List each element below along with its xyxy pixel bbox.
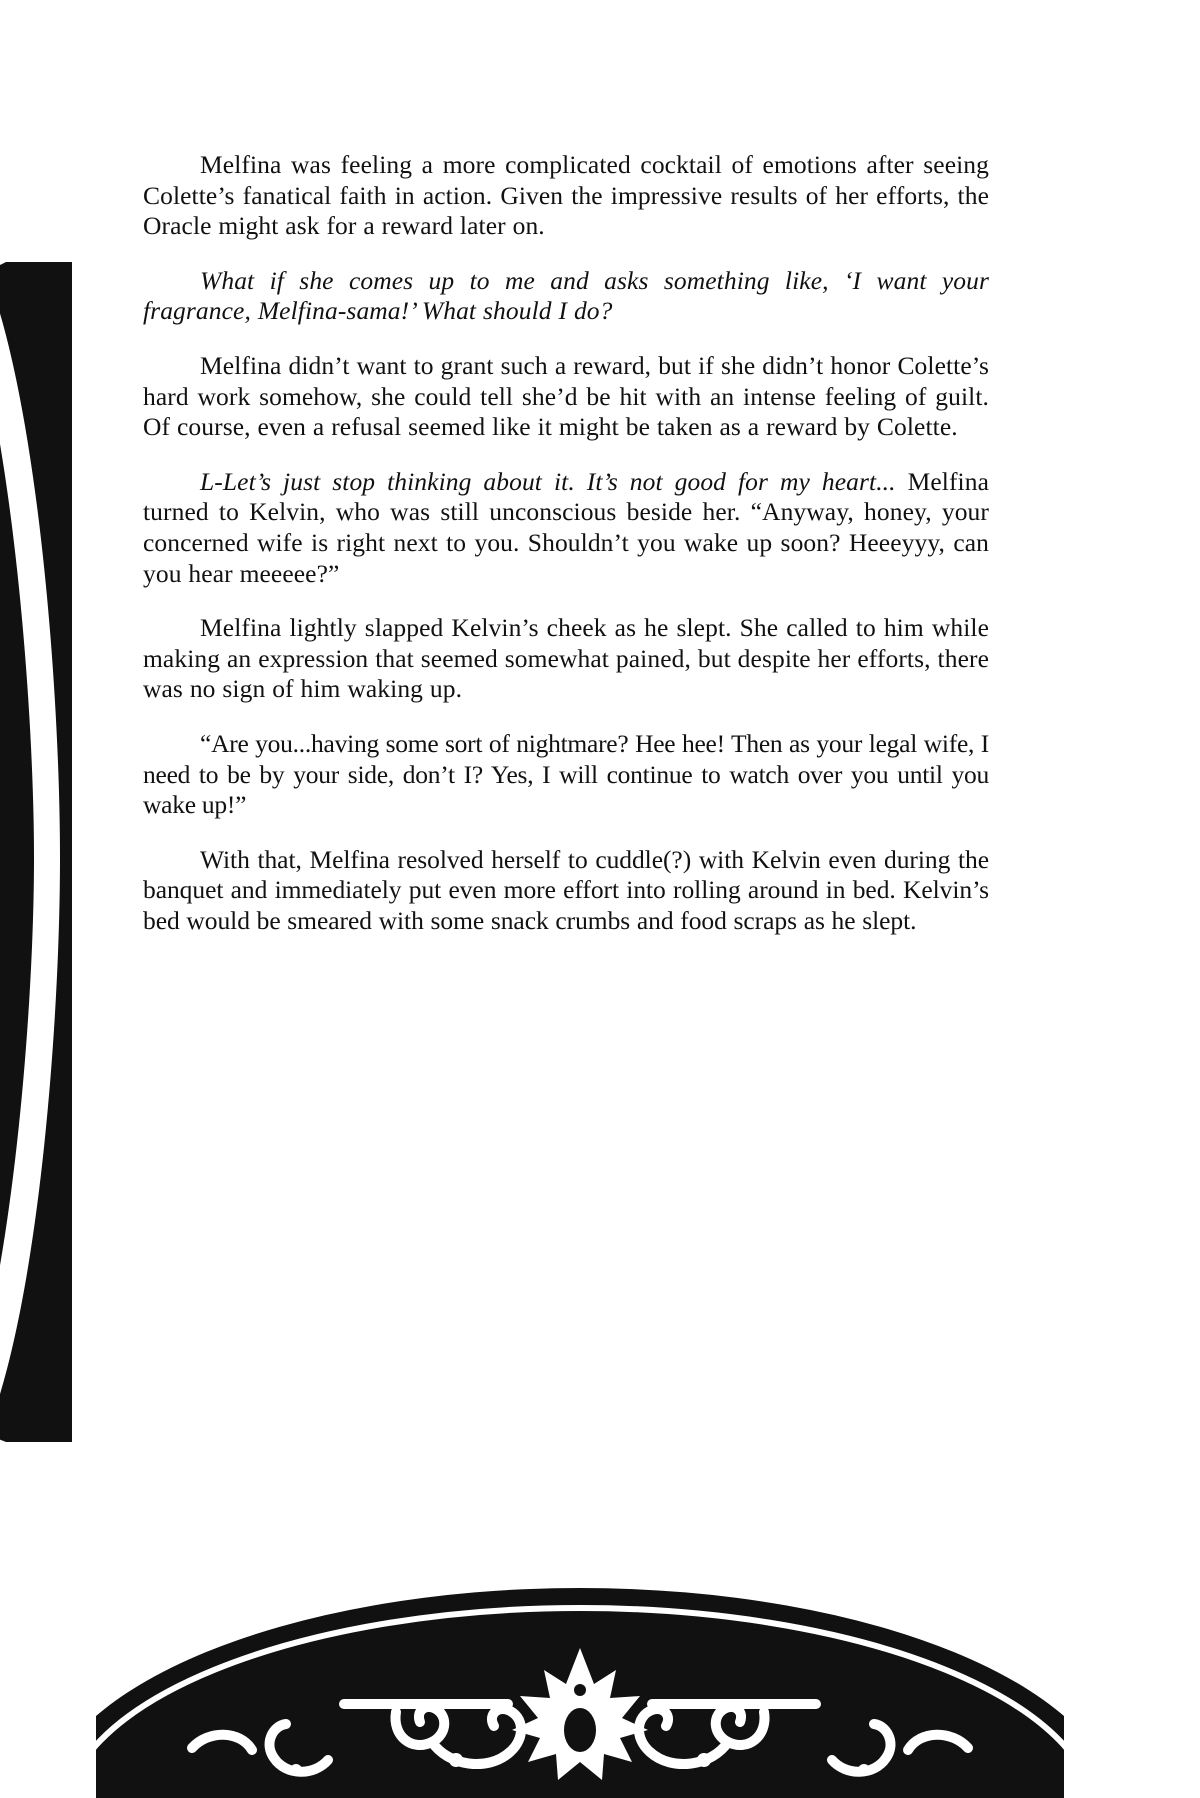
paragraph-2-inner-monologue: What if she comes up to me and asks something like, ‘I want your fragrance, Melfina-sama!’ What should I do?: [143, 265, 989, 326]
paragraph-3: Melfina didn’t want to grant such a reward, but if she didn’t honor Colette’s hard work somehow, she could tell she’d be hit with an intense feeling of guilt. Of course, even a refusal seemed like it might be taken as a reward by Colette.: [143, 350, 989, 442]
paragraph-6-dialogue: “Are you...having some sort of nightmare? Hee hee! Then as your legal wife, I need to be by your side, don’t I? Yes, I will continue to watch over you until you wake up!”: [143, 728, 989, 820]
paragraph-4-rest: Melfina turned to Kelvin, who was still unconscious beside her. “Anyway, honey, your concerned wife is right next to you. Shouldn’t you wake up soon? Heeeyyy, can you hear meeeee?”: [143, 466, 990, 588]
paragraph-1: Melfina was feeling a more complicated cocktail of emotions after seeing Colette’s fanatical faith in action. Given the impressive results of her efforts, the Oracle might ask for a reward later on.: [143, 150, 989, 241]
paragraph-7: With that, Melfina resolved herself to cuddle(?) with Kelvin even during the banquet and immediately put even more effort into rolling around in bed. Kelvin’s bed would be smeared with some snack crumbs and food scraps as he slept.: [143, 844, 989, 935]
ornamental-arc-top-icon: [96, 0, 1064, 98]
page-body-text: [143, 150, 989, 936]
ornamental-border-left-icon: [0, 262, 72, 1442]
paragraph-5: Melfina lightly slapped Kelvin’s cheek as he slept. She called to him while making an expression that seemed somewhat pained, but despite her efforts, there was no sign of him waking up.: [143, 613, 989, 704]
paragraph-4: [143, 467, 989, 589]
paragraph-4-italic-lead: L-Let’s just stop thinking about it. It’s not good for my heart...: [200, 466, 896, 496]
ornamental-arc-bottom-icon: [96, 1498, 1064, 1798]
